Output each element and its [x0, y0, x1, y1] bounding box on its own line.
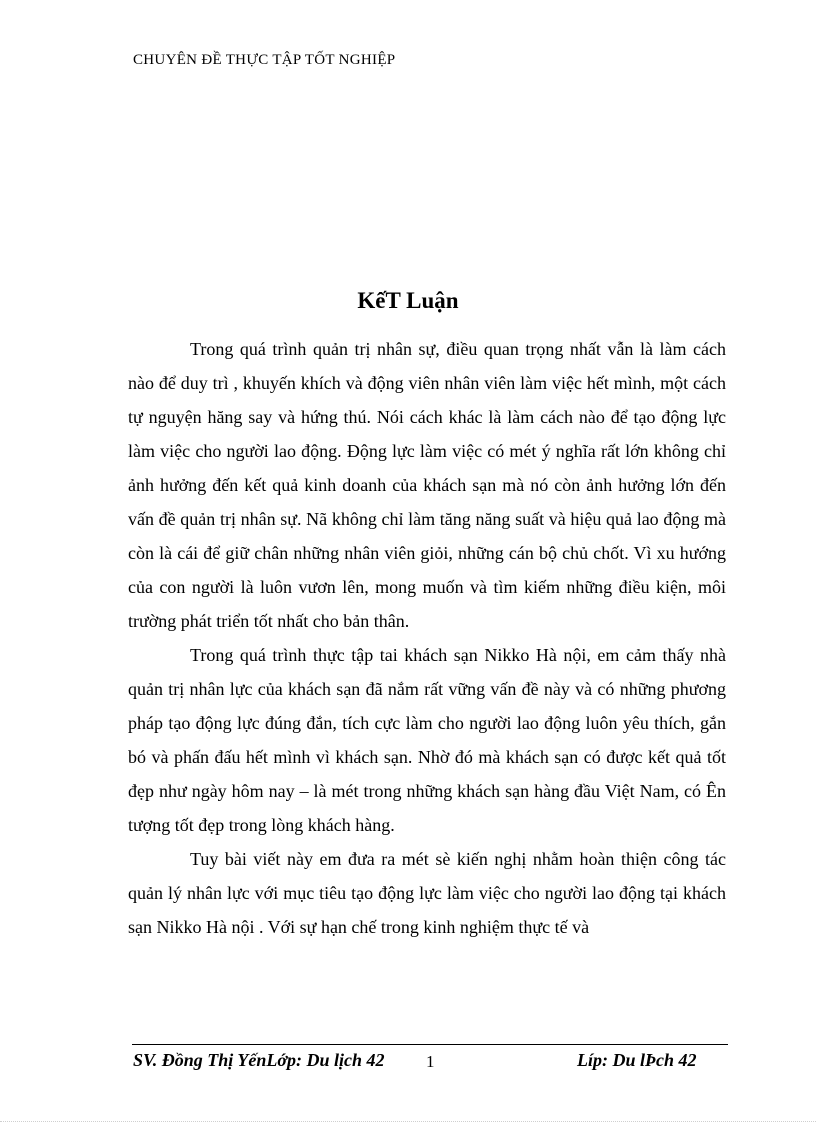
- running-header: CHUYÊN ĐỀ THỰC TẬP TỐT NGHIỆP: [133, 52, 396, 68]
- footer-divider: [132, 1044, 728, 1045]
- footer-student-info: SV. Đồng Thị YếnLớp: Du lịch 42: [133, 1050, 385, 1070]
- footer-class-info: Líp: Du lÞch 42: [577, 1050, 697, 1070]
- page-title: KếT Luận: [357, 288, 459, 313]
- document-body: [128, 332, 726, 944]
- page-number: 1: [426, 1052, 435, 1071]
- paragraph-2: Trong quá trình thực tập tai khách sạn Nikko Hà nội, em cảm thấy nhà quản trị nhân lực của khách sạn đã nắm rất vững vấn đề này và có những phương pháp tạo động lực đúng đắn, tích cực làm cho người lao động luôn yêu thích, gắn bó và phấn đấu hết mình vì khách sạn. Nhờ đó mà khách sạn có được kết quả tốt đẹp như ngày hôm nay – là mét trong những khách sạn hàng đầu Việt Nam, có Ên tượng tốt đẹp trong lòng khách hàng.: [128, 645, 726, 835]
- page-bottom-edge: [0, 1121, 816, 1122]
- paragraph-3: Tuy bài viết này em đưa ra mét sè kiến nghị nhằm hoàn thiện công tác quản lý nhân lực với mục tiêu tạo động lực làm việc cho người lao động tại khách sạn Nikko Hà nội . Với sự hạn chế trong kinh nghiệm thực tế và: [128, 849, 726, 937]
- paragraph-1: Trong quá trình quản trị nhân sự, điều quan trọng nhất vẫn là làm cách nào để duy trì , khuyến khích và động viên nhân viên làm việc hết mình, một cách tự nguyện hăng say và hứng thú. Nói cách khác là làm cách nào để tạo động lực làm việc cho người lao động. Động lực làm việc có mét ý nghĩa rất lớn không chỉ ảnh hưởng đến kết quả kinh doanh của khách sạn mà nó còn ảnh hưởng lớn đến vấn đề quản trị nhân sự. Nã không chỉ làm tăng năng suất và hiệu quả lao động mà còn là cái để giữ chân những nhân viên giỏi, những cán bộ chủ chốt. Vì xu hướng của con người là luôn vươn lên, mong muốn và tìm kiếm những điều kiện, môi trường phát triển tốt nhất cho bản thân.: [128, 339, 726, 631]
